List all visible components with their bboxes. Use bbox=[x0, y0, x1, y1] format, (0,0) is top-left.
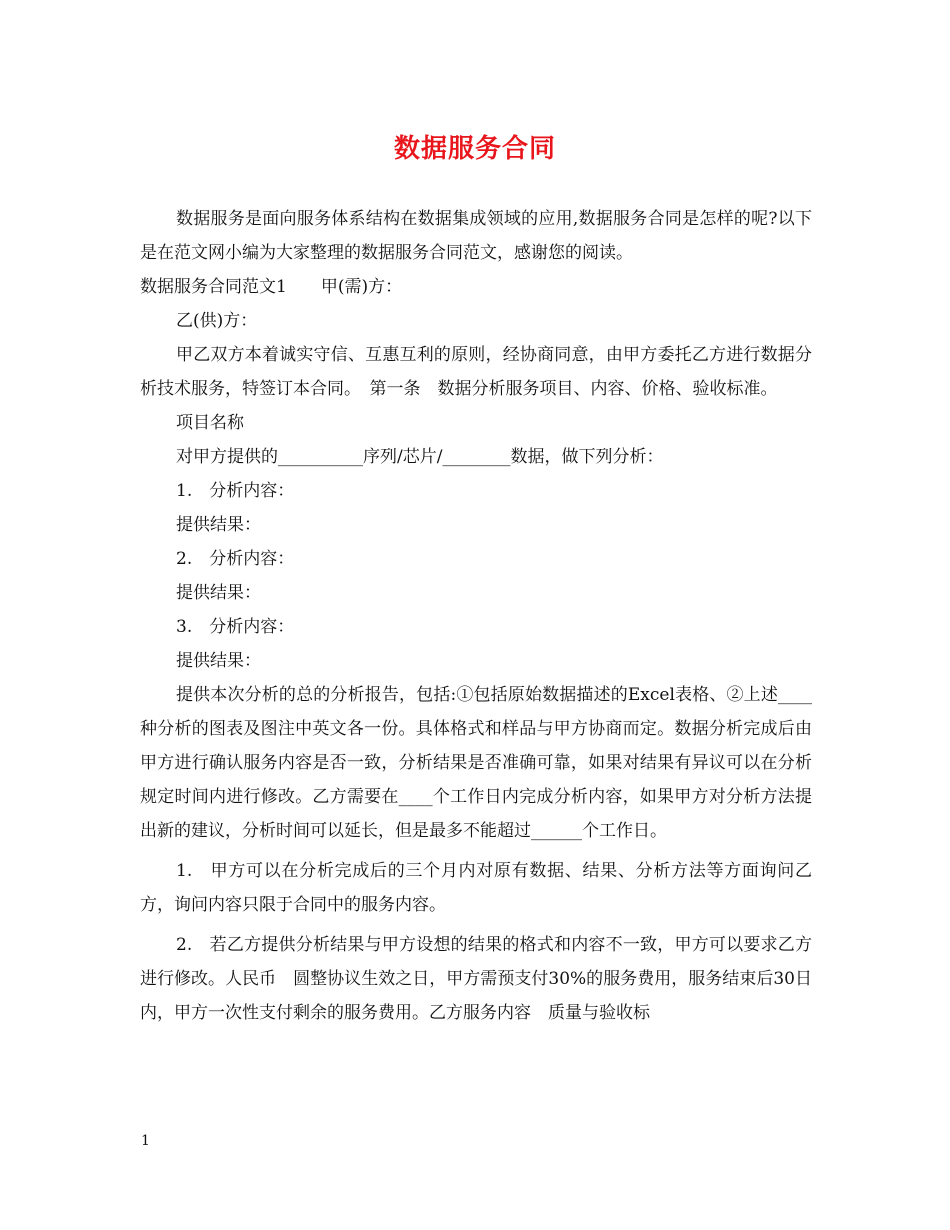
clause-1-paragraph: 1. 甲方可以在分析完成后的三个月内对原有数据、结果、分析方法等方面询问乙方，询问内容只限于合同中的服务内容。 bbox=[140, 861, 812, 915]
report-paragraph: 提供本次分析的总的分析报告，包括:①包括原始数据描述的Excel表格、②上述____种分析的图表及图注中英文各一份。具体格式和样品与甲方协商而定。数据分析完成后由甲方进行确认服务内容是否一致，分析结果是否准确可靠，如果对结果有异议可以在分析规定时间内进行修改。乙方需要在____个工作日内完成分析内容，如果甲方对分析方法提出新的建议，分析时间可以延长，但是最多不能超过______个工作日。 bbox=[140, 685, 812, 841]
document-title: 数据服务合同 bbox=[393, 134, 556, 164]
analysis-item-3: 3. 分析内容： bbox=[176, 617, 295, 637]
analysis-item-1: 1. 分析内容： bbox=[176, 481, 295, 501]
page-number: 1 bbox=[141, 1133, 150, 1149]
clause-2-paragraph: 2. 若乙方提供分析结果与甲方设想的结果的格式和内容不一致，甲方可以要求乙方进行修改。人民币 圆整协议生效之日，甲方需预支付30%的服务费用，服务结束后30日内，甲方一次性支付剩余的服务费用。乙方服务内容 质量与验收标 bbox=[140, 935, 812, 1023]
data-analysis-line: 对甲方提供的__________序列/芯片/________数据，做下列分析： bbox=[176, 447, 664, 467]
contract-sample-heading: 数据服务合同范文1 甲(需)方： bbox=[140, 277, 403, 297]
document-body bbox=[140, 202, 812, 1030]
party-b-line: 乙(供)方： bbox=[176, 311, 258, 331]
intro-paragraph: 数据服务是面向服务体系结构在数据集成领域的应用,数据服务合同是怎样的呢?以下是在范文网小编为大家整理的数据服务合同范文，感谢您的阅读。 bbox=[140, 209, 812, 263]
agreement-paragraph: 甲乙双方本着诚实守信、互惠互利的原则，经协商同意，由甲方委托乙方进行数据分析技术服务，特签订本合同。 第一条 数据分析服务项目、内容、价格、验收标准。 bbox=[140, 345, 812, 399]
analysis-item-2: 2. 分析内容： bbox=[176, 549, 295, 569]
result-item-1: 提供结果： bbox=[176, 515, 261, 535]
project-name-label: 项目名称 bbox=[176, 413, 244, 433]
result-item-2: 提供结果： bbox=[176, 583, 261, 603]
result-item-3: 提供结果： bbox=[176, 651, 261, 671]
